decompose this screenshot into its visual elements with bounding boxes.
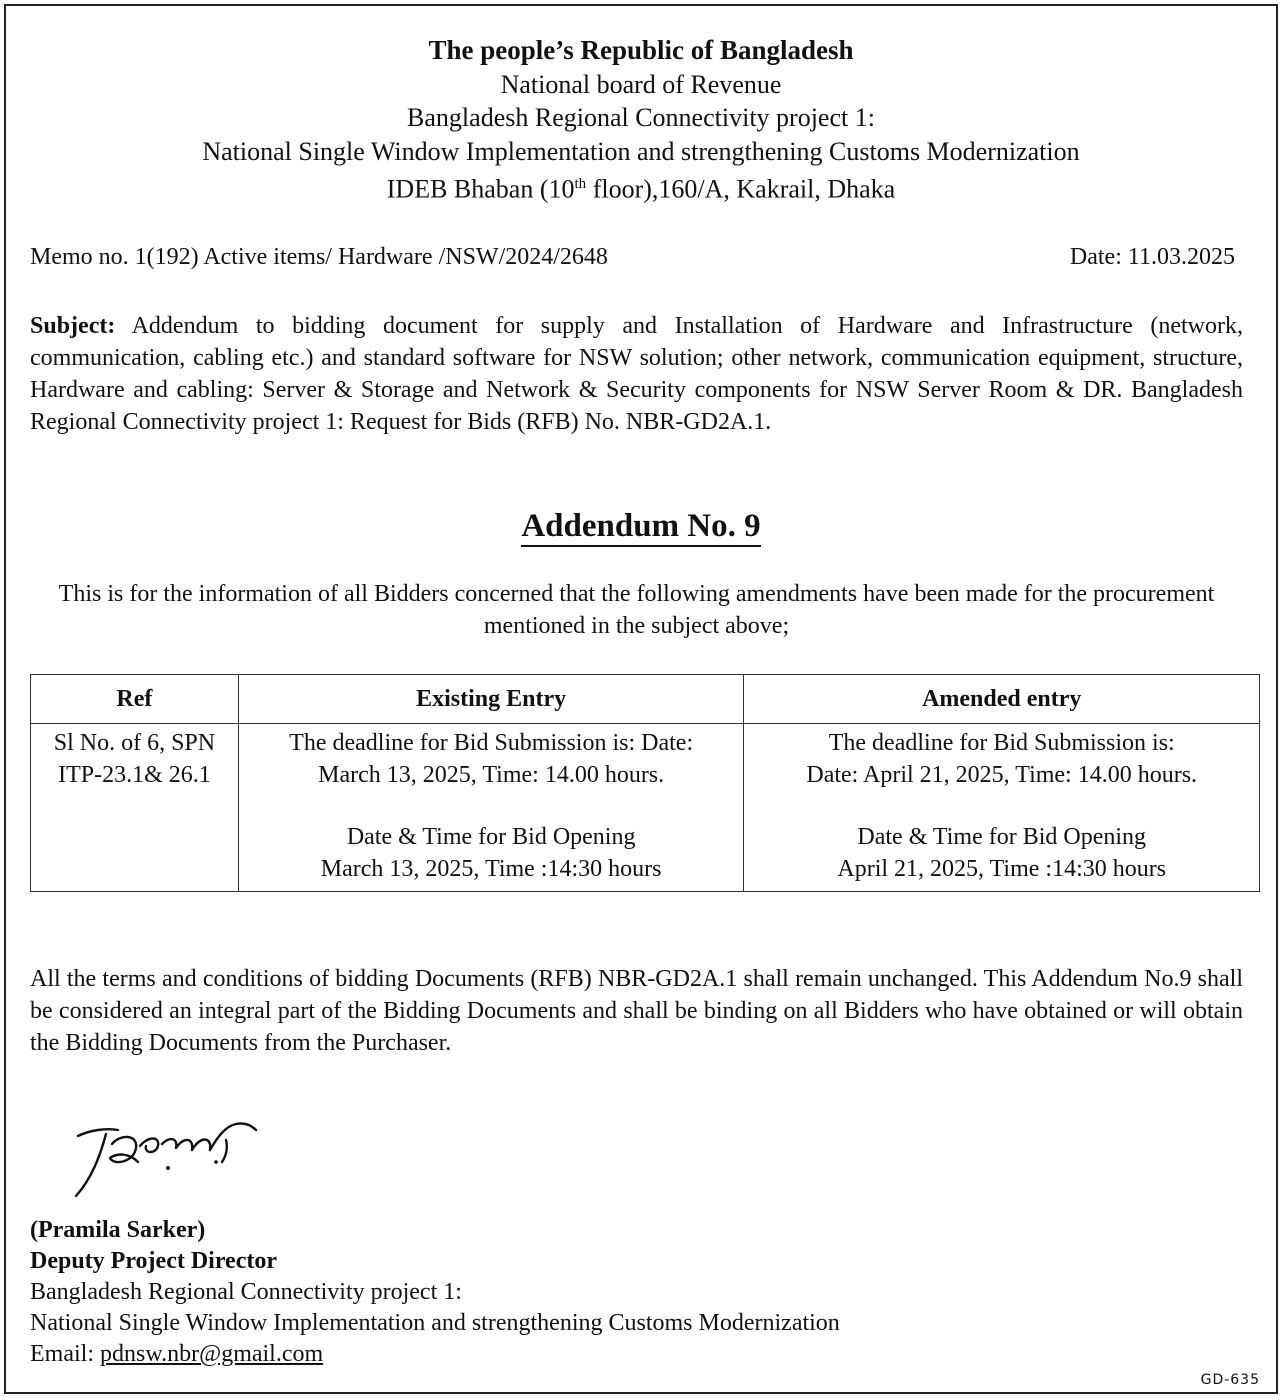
signatory-block bbox=[30, 1215, 840, 1370]
country-title: The people’s Republic of Bangladesh bbox=[428, 35, 854, 65]
amended-deadline-line2: Date: April 21, 2025, Time: 14.00 hours. bbox=[806, 761, 1198, 788]
signature-icon bbox=[66, 1106, 286, 1206]
amended-opening-label: Date & Time for Bid Opening bbox=[857, 824, 1147, 850]
amended-opening-value: April 21, 2025, Time :14:30 hours bbox=[837, 855, 1167, 882]
ref-cell: Sl No. of 6, SPN ITP-23.1& 26.1 bbox=[31, 724, 239, 892]
signatory-org-line1: Bangladesh Regional Connectivity project 1: bbox=[30, 1279, 462, 1305]
subject-text: Addendum to bidding document for supply and Installation of Hardware and Infrastructure (network, communication, cabling etc.) and standard software for NSW solution; other network, communication equipment, structure, Hardware and cabling: Server & Storage and Network & Security components for NSW Server Room & DR. Bangladesh Regional Connectivity project 1: Request for Bids (RFB) No. NBR-GD2A.1. bbox=[30, 313, 1243, 435]
header-existing-entry: Existing Entry bbox=[238, 675, 744, 724]
memo-line bbox=[30, 244, 1235, 271]
amendment-table bbox=[30, 674, 1260, 892]
memo-number: Memo no. 1(192) Active items/ Hardware /NSW/2024/2648 bbox=[30, 244, 608, 270]
header-amended-entry: Amended entry bbox=[744, 675, 1260, 724]
signatory-name: (Pramila Sarker) bbox=[30, 1217, 206, 1243]
subject-paragraph bbox=[30, 310, 1243, 438]
existing-entry-cell bbox=[238, 724, 744, 892]
intro-paragraph: This is for the information of all Bidders concerned that the following amendments have been made for the procurement mentioned in the subject above; bbox=[58, 581, 1215, 639]
existing-opening-value: March 13, 2025, Time :14:30 hours bbox=[320, 855, 662, 882]
letterhead bbox=[6, 34, 1276, 206]
terms-paragraph: All the terms and conditions of bidding Documents (RFB) NBR-GD2A.1 shall remain unchanged. This Addendum No.9 shall be considered an integral part of the Bidding Documents and shall be binding on all Bidders who have obtained or will obtain the Bidding Documents from the Purchaser. bbox=[30, 966, 1243, 1056]
email-line bbox=[30, 1339, 840, 1370]
agency-name: National board of Revenue bbox=[500, 69, 782, 99]
memo-date: Date: 11.03.2025 bbox=[1069, 244, 1235, 270]
existing-deadline: The deadline for Bid Submission is: Date: March 13, 2025, Time: 14.00 hours. bbox=[289, 730, 694, 788]
amended-deadline-line1: The deadline for Bid Submission is: bbox=[828, 730, 1175, 756]
table-row bbox=[31, 724, 1260, 892]
addendum-heading: Addendum No. 9 bbox=[6, 508, 1276, 545]
header-ref: Ref bbox=[31, 675, 239, 724]
project-name: Bangladesh Regional Connectivity project 1: bbox=[407, 103, 875, 132]
email-link[interactable]: pdnsw.nbr@gmail.com bbox=[99, 1341, 324, 1367]
email-label: Email: bbox=[30, 1341, 100, 1367]
subject-label: Subject: bbox=[30, 313, 116, 339]
amended-entry-cell bbox=[744, 724, 1260, 892]
signatory-org-line2: National Single Window Implementation and strengthening Customs Modernization bbox=[30, 1310, 840, 1336]
existing-opening-label: Date & Time for Bid Opening bbox=[346, 824, 636, 850]
document-page bbox=[4, 4, 1278, 1394]
table-header-row bbox=[31, 675, 1260, 724]
project-subtitle: National Single Window Implementation and strengthening Customs Modernization bbox=[202, 136, 1080, 166]
signatory-designation: Deputy Project Director bbox=[30, 1248, 278, 1274]
handwritten-signature bbox=[66, 1106, 286, 1206]
address: IDEB Bhaban (10th floor),160/A, Kakrail, Dhaka bbox=[386, 174, 896, 204]
document-code: GD-635 bbox=[1200, 1372, 1260, 1388]
